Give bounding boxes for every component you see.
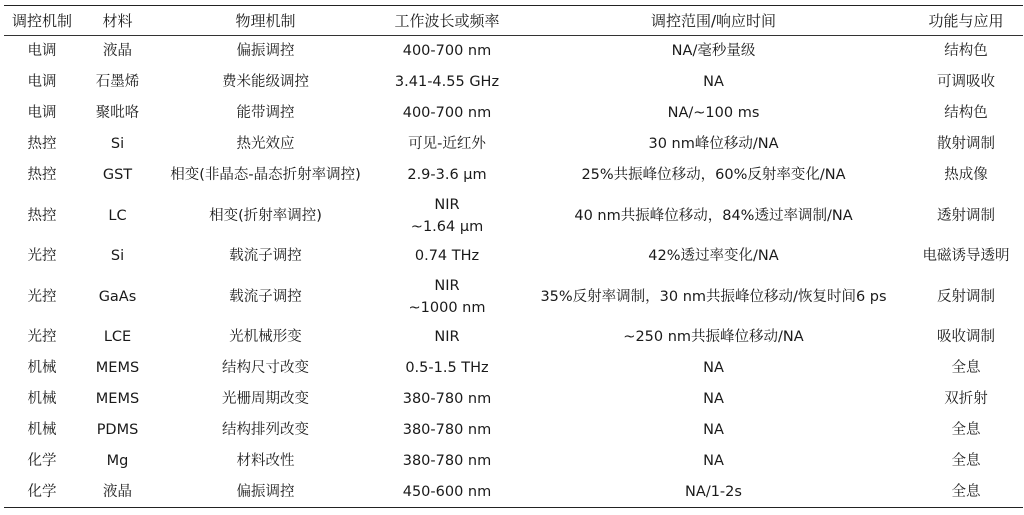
range-cell: 40 nm共振峰位移动，84%透过率调制/NA (574, 207, 853, 224)
range-cell: NA/~100 ms (667, 105, 760, 121)
table-row (4, 129, 1023, 160)
material-cell: 石墨烯 (95, 74, 140, 90)
application-cell: 电磁诱导透明 (922, 248, 1010, 264)
material-cell: MEMS (95, 391, 140, 407)
physics-cell: 光机械形变 (229, 329, 302, 345)
mechanism-cell: 化学 (27, 483, 57, 500)
application-cell: 结构色 (944, 43, 988, 60)
wavelength-cell (376, 477, 518, 508)
mechanism-cell: 热控 (27, 167, 57, 183)
wavelength-cell (376, 160, 518, 191)
range-cell: NA/1-2s (685, 483, 742, 500)
mechanism-cell: 机械 (27, 391, 57, 407)
mechanism-cell: 光控 (27, 288, 57, 305)
header-cell: 工作波长或频率 (394, 11, 500, 30)
wavelength-cell (376, 36, 518, 67)
wavelength-line: NIR (434, 196, 460, 213)
material-cell: MEMS (95, 360, 140, 376)
mechanism-cell: 机械 (27, 422, 57, 438)
material-cell: 聚吡咯 (95, 105, 140, 121)
mechanism-cell: 化学 (27, 453, 57, 469)
table-row (4, 446, 1023, 477)
table-row (4, 322, 1023, 353)
range-cell: NA (703, 74, 724, 90)
range-cell: 35%反射率调制，30 nm共振峰位移动/恢复时间6 ps (540, 288, 887, 305)
mechanism-cell: 机械 (27, 360, 57, 376)
mechanism-cell: 光控 (27, 329, 57, 345)
wavelength-line: ~1000 nm (408, 299, 486, 316)
range-cell: 30 nm峰位移动/NA (648, 136, 779, 152)
application-cell: 可调吸收 (937, 74, 995, 90)
range-cell: NA (703, 422, 724, 438)
mechanism-cell: 电调 (27, 74, 57, 90)
table-row (4, 98, 1023, 129)
material-cell: Mg (106, 453, 129, 469)
table-row (4, 384, 1023, 415)
header-cell: 材料 (102, 11, 133, 30)
wavelength-line: 0.74 THz (414, 248, 480, 264)
application-cell: 全息 (951, 453, 981, 469)
header-cell: 功能与应用 (928, 11, 1004, 30)
material-cell: GST (102, 167, 133, 183)
application-cell: 热成像 (944, 167, 988, 183)
wavelength-cell (376, 191, 518, 241)
application-cell: 全息 (951, 360, 981, 376)
table-row (4, 477, 1023, 508)
physics-cell: 光栅周期改变 (222, 391, 309, 407)
range-cell: ~250 nm共振峰位移动/NA (623, 329, 804, 345)
table-row (4, 67, 1023, 98)
wavelength-line: 可见-近红外 (408, 136, 486, 152)
wavelength-line: 400-700 nm (402, 105, 492, 121)
physics-cell: 载流子调控 (229, 288, 302, 305)
wavelength-line: NIR (434, 329, 460, 345)
range-cell: NA (703, 360, 724, 376)
wavelength-cell (376, 272, 518, 322)
range-cell: 25%共振峰位移动，60%反射率变化/NA (581, 167, 846, 183)
wavelength-cell (376, 446, 518, 477)
wavelength-line: ~1.64 μm (410, 218, 484, 235)
range-cell: NA (703, 391, 724, 407)
application-cell: 透射调制 (937, 207, 995, 224)
application-cell: 散射调制 (937, 136, 995, 152)
application-cell: 结构色 (944, 105, 988, 121)
application-cell: 反射调制 (937, 288, 995, 305)
physics-cell: 能带调控 (236, 105, 295, 121)
mechanism-cell: 热控 (27, 136, 57, 152)
material-cell: 液晶 (103, 483, 132, 500)
physics-cell: 相变(非晶态-晶态折射率调控) (170, 167, 361, 183)
material-cell: Si (110, 136, 125, 152)
wavelength-line: 400-700 nm (402, 43, 492, 60)
application-cell: 全息 (951, 483, 981, 500)
mechanism-cell: 热控 (27, 207, 57, 224)
header-cell: 物理机制 (235, 11, 296, 30)
physics-cell: 偏振调控 (236, 43, 295, 60)
physics-cell: 费米能级调控 (222, 74, 309, 90)
table-row (4, 160, 1023, 191)
physics-cell: 载流子调控 (229, 248, 302, 264)
wavelength-line: 380-780 nm (402, 453, 492, 469)
wavelength-cell (376, 322, 518, 353)
physics-cell: 材料改性 (236, 453, 295, 469)
mechanism-cell: 光控 (27, 248, 57, 264)
physics-cell: 结构排列改变 (222, 422, 309, 438)
wavelength-line: 380-780 nm (402, 422, 492, 438)
wavelength-line: 0.5-1.5 THz (405, 360, 489, 376)
regulation-table (4, 5, 1023, 508)
table-row (4, 36, 1023, 67)
mechanism-cell: 电调 (27, 43, 57, 60)
wavelength-line: NIR (434, 277, 460, 294)
physics-cell: 热光效应 (236, 136, 295, 152)
physics-cell: 相变(折射率调控) (209, 207, 322, 224)
application-cell: 吸收调制 (937, 329, 995, 345)
header-row (4, 6, 1023, 36)
wavelength-line: 450-600 nm (402, 483, 492, 500)
wavelength-cell (376, 129, 518, 160)
material-cell: LCE (103, 329, 132, 345)
material-cell: Si (110, 248, 125, 264)
wavelength-cell (376, 384, 518, 415)
wavelength-line: 3.41-4.55 GHz (394, 74, 500, 90)
material-cell: GaAs (98, 288, 137, 305)
wavelength-line: 2.9-3.6 μm (407, 167, 487, 183)
wavelength-cell (376, 98, 518, 129)
material-cell: PDMS (96, 422, 139, 438)
table-row (4, 415, 1023, 446)
physics-cell: 结构尺寸改变 (222, 360, 309, 376)
header-cell: 调控范围/响应时间 (650, 11, 777, 30)
mechanism-cell: 电调 (27, 105, 57, 121)
range-cell: NA/毫秒量级 (671, 43, 756, 60)
table-row (4, 353, 1023, 384)
range-cell: 42%透过率变化/NA (648, 248, 779, 264)
wavelength-cell (376, 353, 518, 384)
table-row (4, 191, 1023, 241)
wavelength-line: 380-780 nm (402, 391, 492, 407)
wavelength-cell (376, 415, 518, 446)
table-row (4, 272, 1023, 322)
application-cell: 双折射 (944, 391, 988, 407)
wavelength-cell (376, 67, 518, 98)
header-cell: 调控机制 (11, 11, 72, 30)
wavelength-cell (376, 241, 518, 272)
range-cell: NA (703, 453, 724, 469)
material-cell: 液晶 (103, 43, 132, 60)
physics-cell: 偏振调控 (236, 483, 295, 500)
application-cell: 全息 (951, 422, 981, 438)
table-row (4, 241, 1023, 272)
material-cell: LC (108, 207, 127, 224)
